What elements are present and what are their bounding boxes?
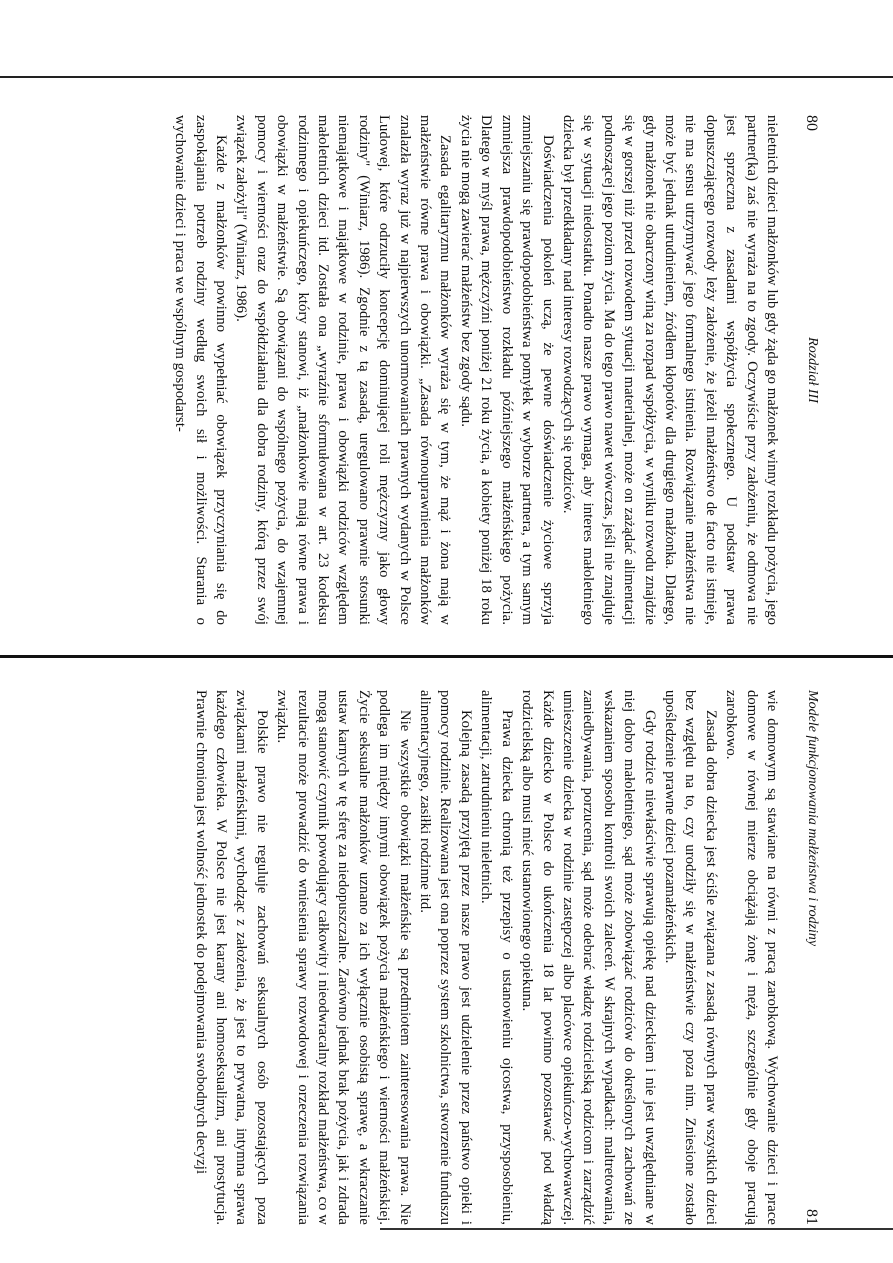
paragraph: Doświadczenia pokoleń uczą, że pewne doświadczenie życiowe sprzyja zmniejszaniu się prawdopodobieństwa pomyłek w wyborze partnera, a tym samym zmniejsza prawdopodobieństwo rozkładu późniejszego małżeńskiego pożycia. Dlatego w myśl prawa, mężczyźni poniżej 21 roku życia, a kobiety poniżej 18 roku życia nie mogą zawierać małżeństw bez zgody sądu.	[457, 115, 556, 625]
paragraph: wie domowym są stawiane na równi z pracą zarobkową. Wychowanie dzieci i prace domowe w równej mierze obciążają żonę i męża, szczególnie gdy oboje pracują zarobkowo.	[723, 690, 780, 1225]
running-title: Rozdział III	[805, 337, 820, 403]
running-title: Modele funkcjonowania małżeństwa i rodziny	[805, 690, 820, 947]
page-number: 81	[803, 1209, 820, 1225]
scan-edge-bottom	[380, 1228, 893, 1230]
page-divider	[0, 655, 893, 658]
paragraph: Nie wszystkie obowiązki małżeńskie są przedmiotem zainteresowania prawa. Nie podlega im między innymi obowiązek pożycia małżeńskiego i wierności małżeńskiej. Życie seksualne małżonków uznano za ich wyłącznie osobistą sprawę, a wkraczanie ustaw karnych w tę sferę za niedopuszczalne. Zarówno jednak brak pożycia, jak i zdrada mogą stanowić czynnik powodujący całkowity i nieodwracalny rozkład małżeństwa, co w rezultacie może prowadzić do wniesienia sprawy rozwodowej i orzeczenia rozwiązania związku.	[274, 690, 413, 1225]
paragraph: Polskie prawo nie reguluje zachowań seksualnych osób pozostających poza związkami małżeńskimi, wychodząc z założenia, że jest to prywatna, intymna sprawa każdego człowieka. W Polsce nie jest karany ani homoseksualizm, ani prostytucja. Prawnie chroniona jest wolność jednostek do podejmowania swobodnych decyzji	[192, 690, 270, 1225]
page-80	[60, 115, 820, 625]
page-81	[60, 690, 820, 1225]
page-header	[796, 690, 820, 1225]
page-number: 80	[803, 115, 820, 131]
paragraph: Zasada dobra dziecka jest ściśle związana z zasadą równych praw wszystkich dzieci bez względu na to, czy urodziły się w małżeństwie czy poza nim. Zniesione zostało upośledzenie prawne dzieci pozamałżeńskich.	[661, 690, 719, 1225]
page-header	[796, 115, 820, 625]
paragraph: nieletnich dzieci małżonków lub gdy żąda go małżonek winny rozkładu pożycia, jego partner(ka) zaś nie wyraża na to zgody. Oczywiście przy założeniu, że odmowa nie jest sprzeczna z zasadami współżycia społecznego. U podstaw prawa dopuszczającego rozwody leży założenie, że jeżeli małżeństwo de facto nie istnieje, nie ma sensu utrzymywać jego formalnego istnienia. Rozwiązanie małżeństwa nie może być jednak utrudnieniem, źródłem kłopotów dla drugiego małżonka. Dlatego, gdy małżonek nie obarczony winą za rozpad współżycia, w wyniku rozwodu znajdzie się w gorszej niż przed rozwodem sytuacji materialnej, może on zażądać alimentacji podnoszącej jego poziom życia. Ma do tego prawo nawet wówczas, jeśli nie znajduje się w sytuacji niedostatku. Ponadto nasze prawo wymaga, aby interes małoletniego dziecka był przedkładany nad interesy rozwodzących się rodziców.	[559, 115, 780, 625]
scan-edge-top	[0, 76, 893, 78]
paragraph: Gdy rodzice niewłaściwie sprawują opiekę nad dzieckiem i nie jest uwzględniane w niej dobro małoletniego, sąd może zobowiązać rodziców do określonych zachowań ze wskazaniem sposobu kontroli swoich zaleceń. W skrajnych wypadkach: maltretowania, zaniedbywania, porzucenia, sąd może odebrać władzę rodzicielską rodzicom i zarządzić umieszczenie dziecka w rodzinie zastępczej albo placówce opiekuńczo-wychowawczej. Każde dziecko w Polsce do ukończenia 18 lat powinno pozostawać pod władzą rodzicielską albo musi mieć ustanowionego opiekuna.	[519, 690, 658, 1225]
paragraph: Każde z małżonków powinno wypełniać obowiązek przyczyniania się do zaspokajania potrzeb rodziny według swoich sił i możliwości. Starania o wychowanie dzieci i praca we wspólnym gospodarst-	[172, 115, 230, 625]
paragraph: Prawa dziecka chronią też przepisy o ustanowieniu ojcostwa, przysposobieniu, alimentacji, zatrudnieniu nieletnich.	[478, 690, 515, 1225]
paragraph: Kolejną zasadą przyjętą przez nasze prawo jest udzielenie przez państwo opieki i pomocy rodzinie. Realizowana jest ona poprzez system szkolnictwa, stworzenie funduszu alimentacyjnego, zasiłki rodzinne itd.	[417, 690, 474, 1225]
paragraph: Zasada egalitaryzmu małżonków wyraża się w tym, że mąż i żona mają w małżeństwie równe prawa i obowiązki. „Zasada równouprawnienia małżonków znalazła wyraz już w najpierwszych unormowaniach prawnych wydanych w Polsce Ludowej, które odrzuciły koncepcję dominującej roli mężczyzny jako głowy rodziny" (Winiarz, 1986). Zgodnie z tą zasadą, uregulowano prawnie stosunki niemajątkowe i majątkowe w rodzinie, prawa i obowiązki rodziców względem małoletnich dzieci itd. Została ona „wyraźnie sformułowana w art. 23 kodeksu rodzinnego i opiekuńczego, który stanowi, iż „małżonkowie mają równe prawa i obowiązki w małżeństwie. Są obowiązani do wspólnego pożycia, do wzajemnej pomocy i wierności oraz do współdziałania dla dobra rodziny, którą przez swój związek założyli" (Winiarz, 1986).	[233, 115, 454, 625]
